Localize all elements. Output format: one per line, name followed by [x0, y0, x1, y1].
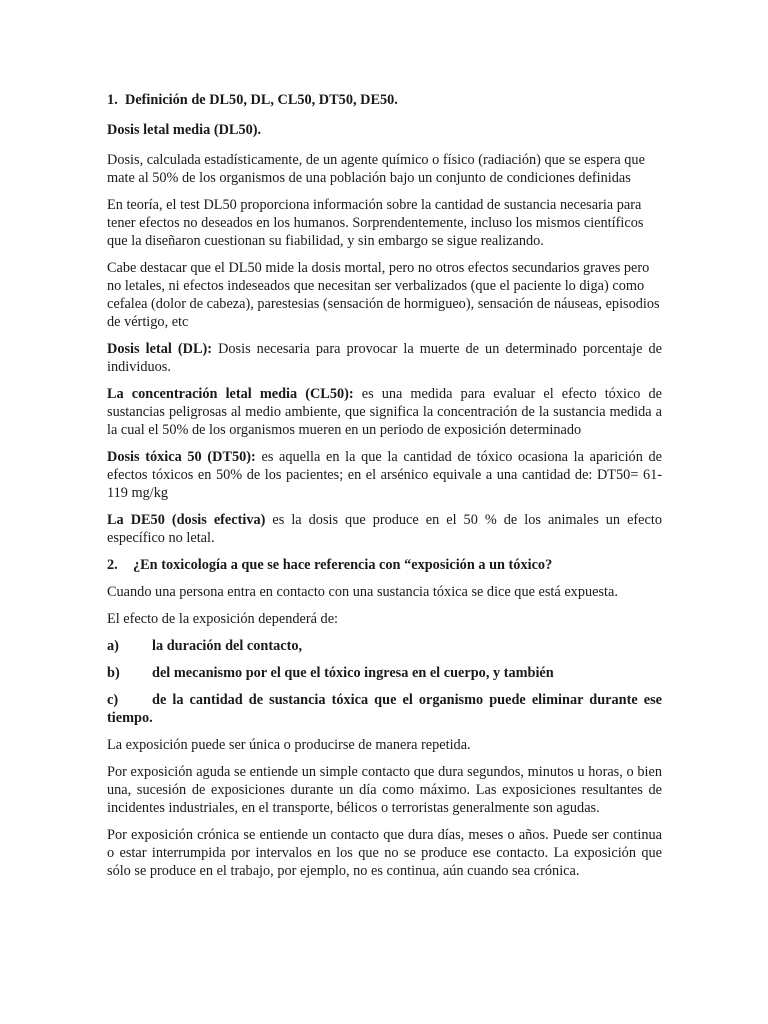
de50-term: La DE50 (dosis efectiva): [107, 512, 266, 528]
de50-definition: [107, 511, 662, 547]
list-item-c: [107, 691, 662, 727]
section-1-heading: [107, 91, 662, 109]
cl50-definition: [107, 385, 662, 439]
exposure-paragraph-3: La exposición puede ser única o producirse de manera repetida.: [107, 737, 471, 753]
dl-term: Dosis letal (DL):: [107, 341, 213, 357]
list-item: [107, 637, 662, 655]
exposure-paragraph-2: El efecto de la exposición dependerá de:: [107, 611, 339, 627]
section-2-heading: [107, 556, 662, 574]
list-item-c-text: de la cantidad de sustancia tóxica que el organismo puede eliminar durante ese tiempo.: [107, 692, 662, 726]
dl-definition: [107, 340, 662, 376]
list-item-text: del mecanismo por el que el tóxico ingresa en el cuerpo, y también: [152, 665, 554, 681]
list-item-label: b): [107, 665, 120, 681]
dl-text: Dosis necesaria para provocar la muerte de un determinado porcentaje de individuos.: [107, 341, 662, 375]
de50-text: es la dosis que produce en el 50 % de los animales un efecto específico no letal.: [107, 512, 662, 546]
dl50-paragraph-1: Dosis, calculada estadísticamente, de un agente químico o físico (radiación) que se espera que mate al 50% de los organismos de una población bajo un conjunto de condiciones definidas: [107, 152, 645, 186]
list-item-c-label: c): [107, 692, 119, 708]
list-item-label: a): [107, 638, 119, 654]
dl50-heading: Dosis letal media (DL50).: [107, 122, 262, 138]
dt50-definition: [107, 448, 662, 502]
section-1-title: Definición de DL50, DL, CL50, DT50, DE50.: [125, 92, 398, 108]
dl50-paragraph-2: En teoría, el test DL50 proporciona información sobre la cantidad de sustancia necesaria para tener efectos no deseados en los humanos. Sorprendentemente, incluso los mismos científicos que la diseñaron cuestionan su fiabilidad, y sin embargo se sigue realizando.: [107, 197, 644, 249]
cl50-term: La concentración letal media (CL50):: [107, 386, 354, 402]
exposure-paragraph-1: Cuando una persona entra en contacto con una sustancia tóxica se dice que está expuesta.: [107, 584, 618, 600]
section-2-title: ¿En toxicología a que se hace referencia con “exposición a un tóxico?: [133, 557, 553, 573]
cl50-text: es una medida para evaluar el efecto tóxico de sustancias peligrosas al medio ambiente, que significa la concentración de la sustancia medida a la cual el 50% de los organismos mueren en un periodo de exposición determinado: [107, 386, 662, 438]
section-2-number: 2.: [107, 557, 118, 573]
section-1-number: 1.: [107, 92, 118, 108]
exposure-paragraph-5: Por exposición crónica se entiende un contacto que dura días, meses o años. Puede ser continua o estar interrumpida por intervalos en los que no se produce ese contacto. La exposición que sólo se produce en el trabajo, por ejemplo, no es continua, aún cuando sea crónica.: [107, 827, 662, 879]
exposure-paragraph-4: Por exposición aguda se entiende un simple contacto que dura segundos, minutos u horas, o bien una, sucesión de exposiciones durante un día como máximo. Las exposiciones resultantes de incidentes industriales, en el transporte, bélicos o terroristas generalmente son agudas.: [107, 764, 662, 816]
dt50-text: es aquella en la que la cantidad de tóxico ocasiona la aparición de efectos tóxicos en 50% de los pacientes; en el arsénico equivale a una cantidad de: DT50= 61-119 mg/kg: [107, 449, 662, 501]
dl50-paragraph-3: Cabe destacar que el DL50 mide la dosis mortal, pero no otros efectos secundarios graves pero no letales, ni efectos indeseados que necesitan ser verbalizados (que el paciente lo diga) como cefalea (dolor de cabeza), parestesias (sensación de hormigueo), sensación de náuseas, episodios de vértigo, etc: [107, 260, 660, 330]
list-item-text: la duración del contacto,: [152, 638, 303, 654]
list-item: [107, 664, 662, 682]
dt50-term: Dosis tóxica 50 (DT50):: [107, 449, 256, 465]
